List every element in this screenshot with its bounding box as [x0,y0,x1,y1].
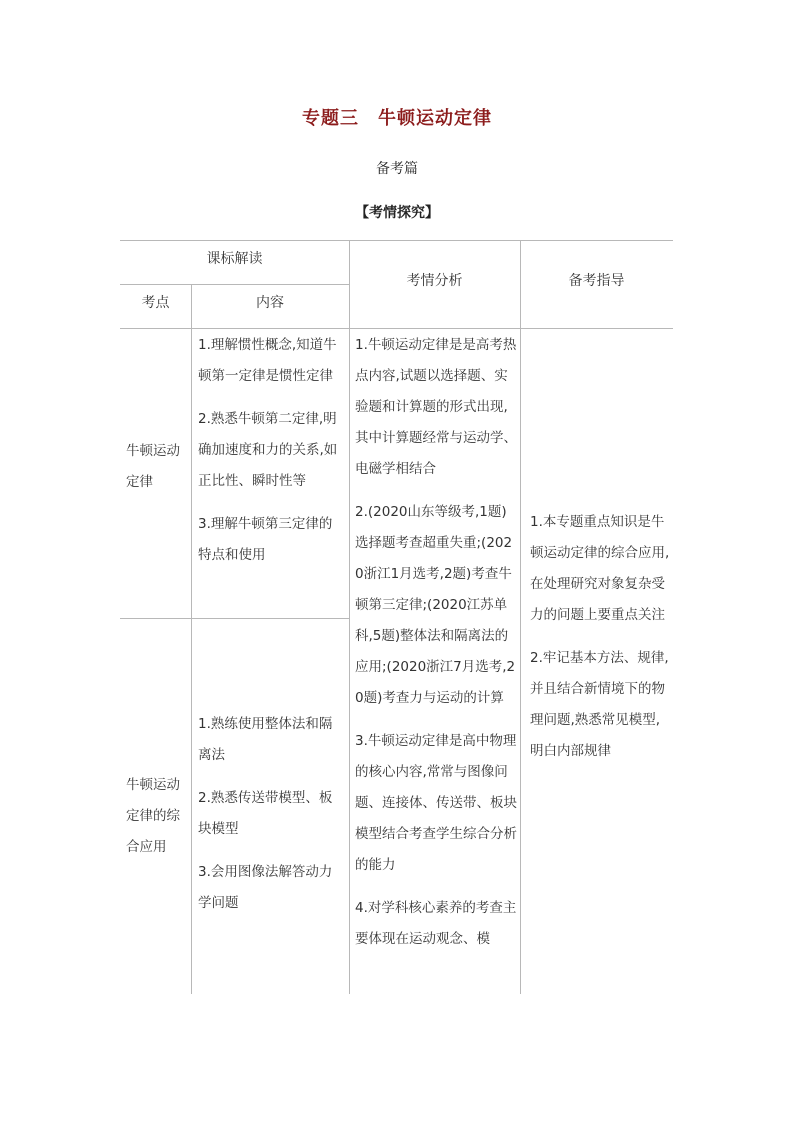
guidance-item-2: 2.牢记基本方法、规律,并且结合新情境下的物理问题,熟悉常见模型,明白内部规律 [530,650,669,759]
header-point: 考点 [141,295,170,311]
guidance-cell [530,507,672,779]
row1-content-item-3: 3.理解牛顿第三定律的特点和使用 [198,516,333,563]
row2-content-item-1: 1.熟练使用整体法和隔离法 [198,716,333,763]
table-header-bottom-line [120,328,673,329]
analysis-cell [355,330,517,993]
guidance-item-1: 1.本专题重点知识是牛顿运动定律的综合应用,在处理研究对象复杂受力的问题上要重点关注 [530,514,670,623]
table-col-divider-1 [191,284,192,994]
analysis-item-3: 3.牛顿运动定律是高中物理的核心内容,常常与图像问题、连接体、传送带、板块模型结合考查学生综合分析的能力 [355,733,517,873]
page-subtitle: 备考篇 [376,161,418,177]
header-content: 内容 [256,295,284,311]
table-col-divider-3 [520,240,521,994]
analysis-item-4: 4.对学科核心素养的考查主要体现在运动观念、模 [355,900,517,947]
row2-content-item-3: 3.会用图像法解答动力学问题 [198,864,333,911]
row2-point: 牛顿运动定律的综合应用 [126,777,180,855]
table-top-line [120,240,673,241]
analysis-item-1: 1.牛顿运动定律是是高考热点内容,试题以选择题、实验题和计算题的形式出现,其中计算题经常与运动学、电磁学相结合 [355,337,517,477]
section-heading: 【考情探究】 [355,205,439,221]
row1-content [198,330,345,583]
header-guidance: 备考指导 [568,273,625,289]
row2-content-item-2: 2.熟悉传送带模型、板块模型 [198,790,333,837]
row1-point: 牛顿运动定律 [126,443,180,490]
row2-content [198,709,345,931]
table-subheader-line [120,284,349,285]
page-title: 专题三 牛顿运动定律 [302,108,492,129]
header-curriculum: 课标解读 [206,251,263,267]
table-row-divider [120,618,349,619]
row1-content-item-1: 1.理解惯性概念,知道牛顿第一定律是惯性定律 [198,337,337,384]
row1-content-item-2: 2.熟悉牛顿第二定律,明确加速度和力的关系,如正比性、瞬时性等 [198,411,338,489]
header-analysis: 考情分析 [406,273,463,289]
table-col-divider-2 [349,240,350,994]
analysis-item-2: 2.(2020山东等级考,1题)选择题考查超重失重;(2020浙江1月选考,2题)考查牛顿第三定律;(2020江苏单科,5题)整体法和隔离法的应用;(2020浙江7月选考,20题)考查力与运动的计算 [355,504,516,706]
